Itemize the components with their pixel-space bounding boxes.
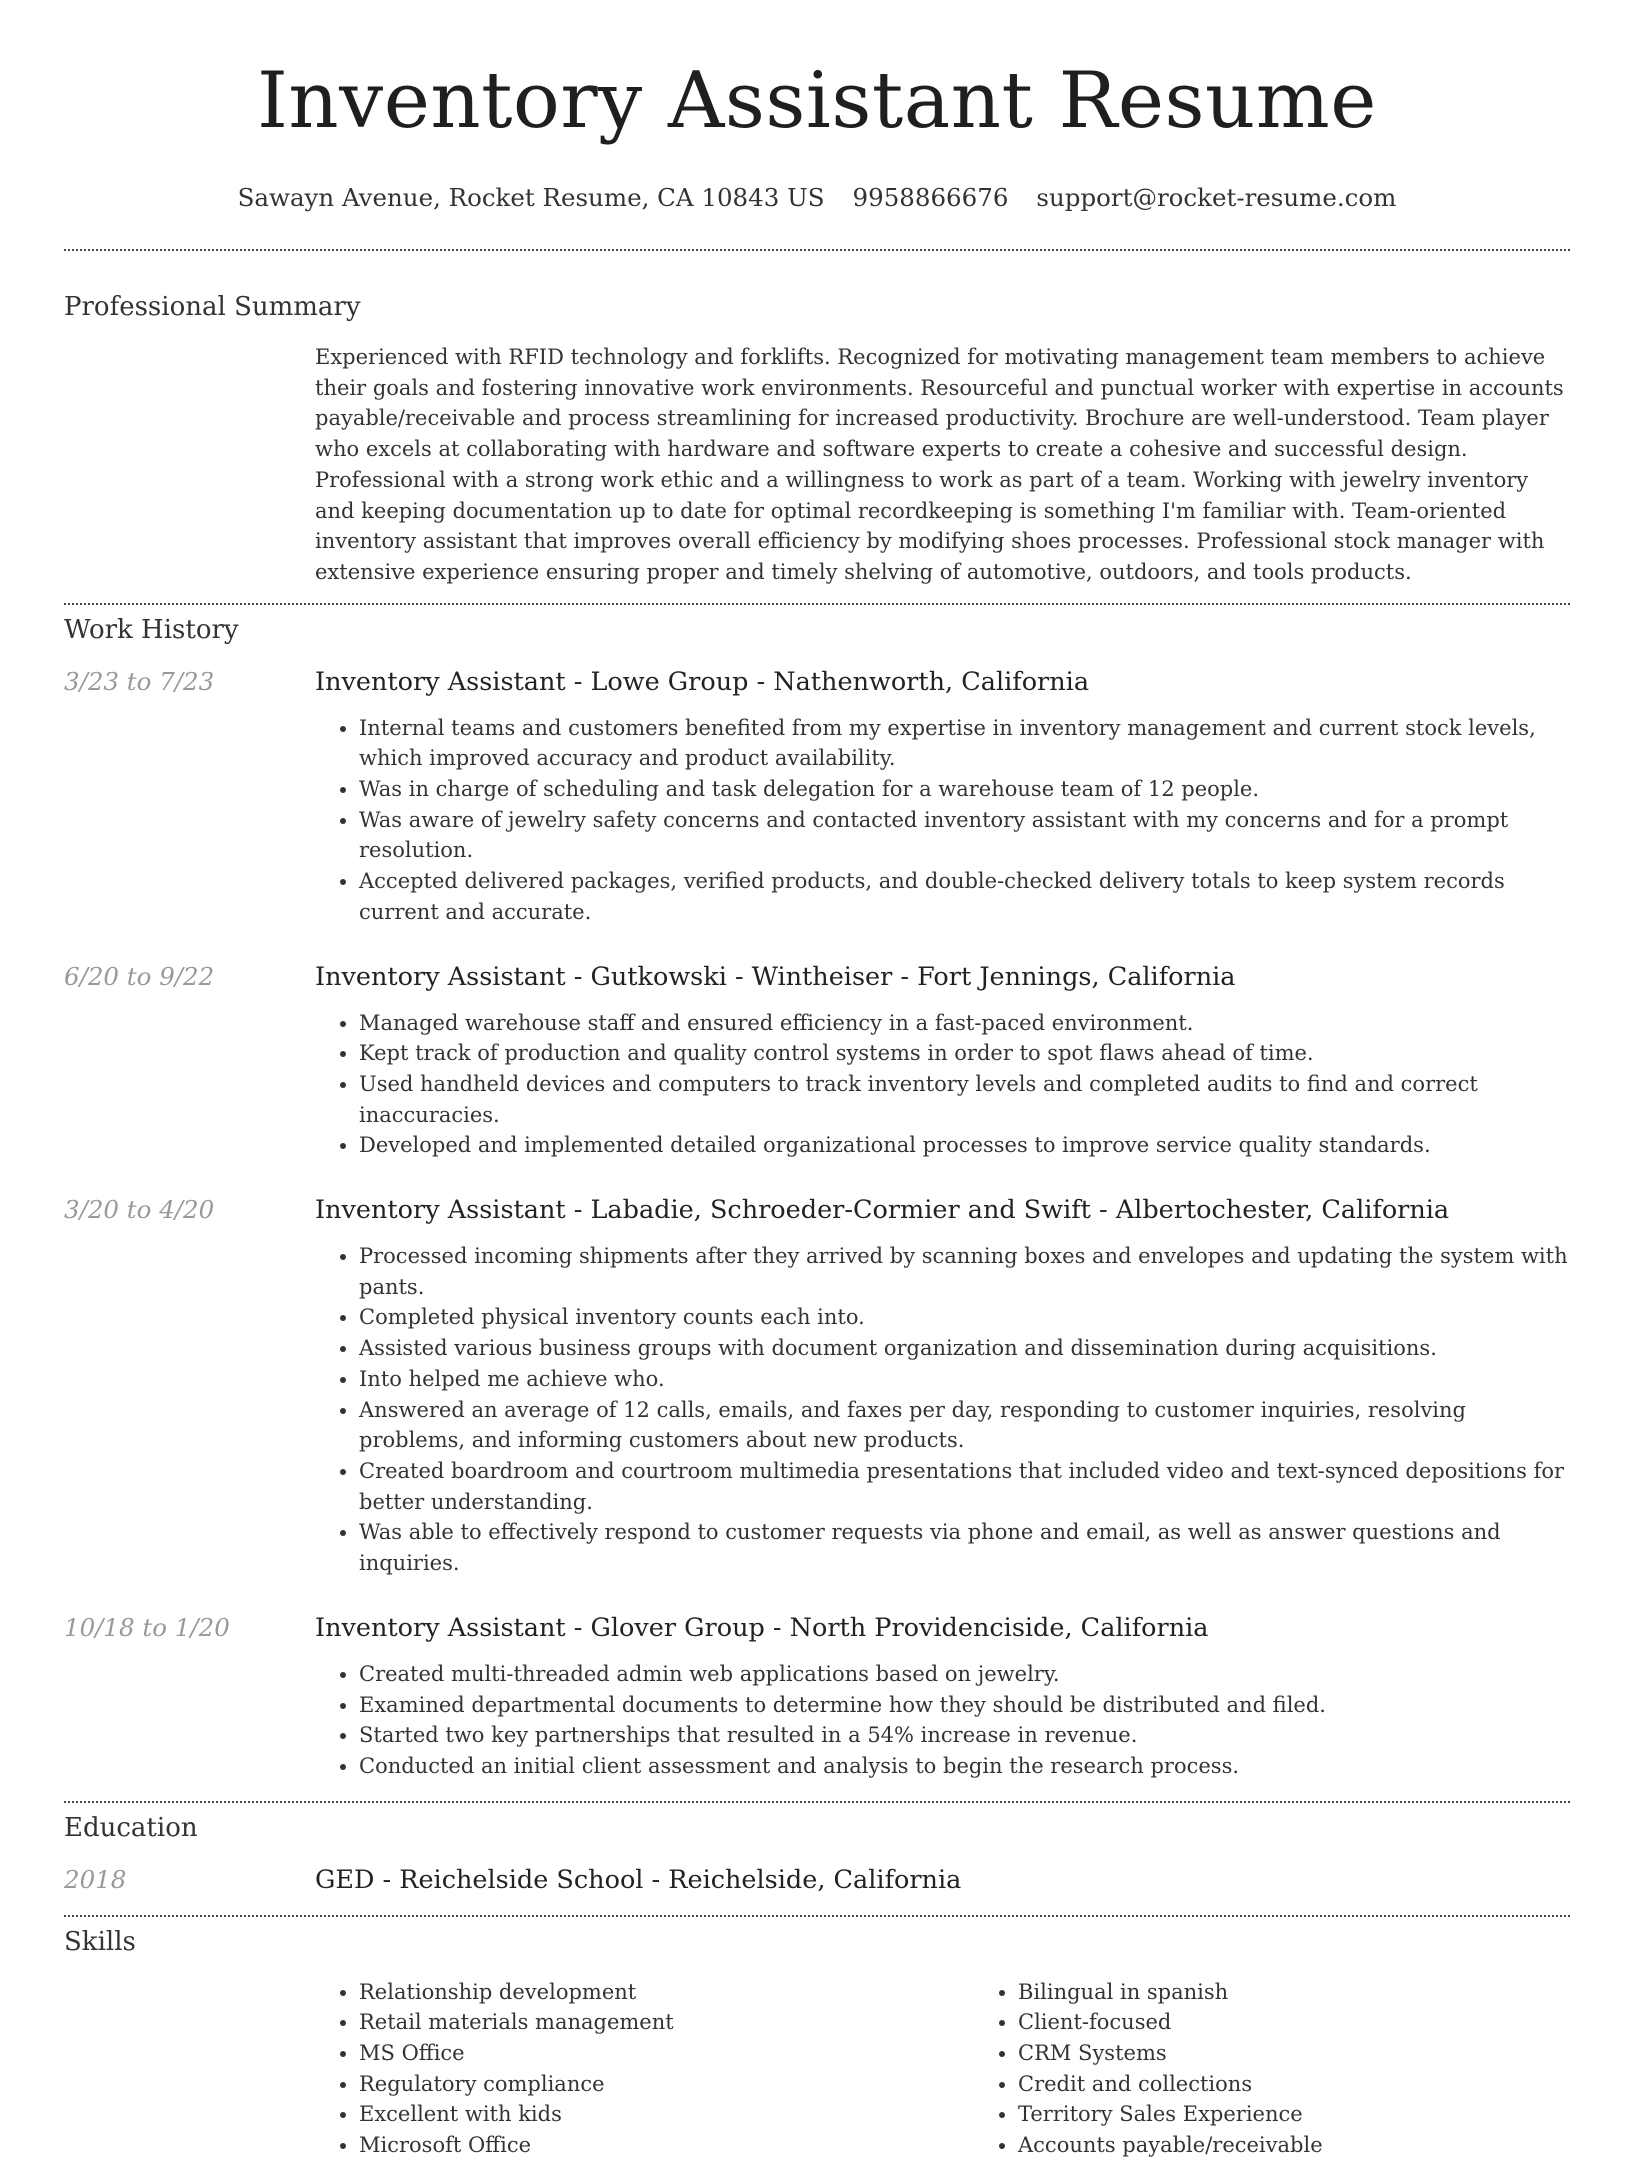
skill-item: • Retail materials management bbox=[359, 2007, 974, 2038]
contact-email[interactable]: support@rocket-resume.com bbox=[1036, 183, 1397, 212]
summary-spacer bbox=[64, 342, 315, 588]
job-title: Inventory Assistant - Labadie, Schroeder-Cormier and Swift - Albertochester, California bbox=[315, 1195, 1450, 1226]
divider bbox=[64, 1915, 1570, 1917]
education-title: GED - Reichelside School - Reichelside, California bbox=[315, 1864, 962, 1895]
job-entry bbox=[64, 962, 1570, 1162]
summary-heading: Professional Summary bbox=[64, 292, 361, 322]
divider bbox=[64, 603, 1570, 605]
job-dates: 3/23 to 7/23 bbox=[64, 666, 215, 696]
list-item: • Conducted an initial client assessment and analysis to begin the research process. bbox=[359, 1751, 1570, 1782]
list-item: • Answered an average of 12 calls, emails, and faxes per day, responding to customer inquiries, resolving problems, and informing customers about new products. bbox=[359, 1395, 1570, 1456]
contact-address: Sawayn Avenue, Rocket Resume, CA 10843 US bbox=[237, 183, 825, 212]
divider bbox=[64, 249, 1570, 251]
job-dates: 10/18 to 1/20 bbox=[64, 1612, 230, 1642]
divider bbox=[64, 1801, 1570, 1803]
skill-item: • Regulatory compliance bbox=[359, 2069, 974, 2100]
job-bullets bbox=[315, 1008, 1570, 1162]
list-item: • Created boardroom and courtroom multimedia presentations that included video and text-synced depositions for better understanding. bbox=[359, 1456, 1570, 1517]
contact-phone: 9958866676 bbox=[852, 183, 1009, 212]
contact-line bbox=[64, 183, 1570, 212]
skill-item: • Microsoft Office bbox=[359, 2130, 974, 2161]
skills-column-2 bbox=[974, 1977, 1632, 2161]
list-item: • Used handheld devices and computers to track inventory levels and completed audits to find and correct inaccuracies. bbox=[359, 1069, 1570, 1130]
list-item: • Was in charge of scheduling and task delegation for a warehouse team of 12 people. bbox=[359, 774, 1570, 805]
list-item: • Started two key partnerships that resulted in a 54% increase in revenue. bbox=[359, 1720, 1570, 1751]
skill-item: • Client-focused bbox=[1018, 2007, 1632, 2038]
job-entry bbox=[64, 1195, 1570, 1579]
list-item: • Was aware of jewelry safety concerns and contacted inventory assistant with my concerns and for a prompt resolution. bbox=[359, 805, 1570, 866]
skills-column-1 bbox=[315, 1977, 974, 2161]
skill-item: • Territory Sales Experience bbox=[1018, 2099, 1632, 2130]
job-dates: 6/20 to 9/22 bbox=[64, 961, 215, 991]
job-bullets bbox=[315, 713, 1570, 928]
list-item: • Assisted various business groups with document organization and dissemination during acquisitions. bbox=[359, 1333, 1570, 1364]
education-year: 2018 bbox=[64, 1864, 127, 1894]
list-item: • Kept track of production and quality control systems in order to spot flaws ahead of time. bbox=[359, 1038, 1570, 1069]
job-title: Inventory Assistant - Glover Group - North Providenciside, California bbox=[315, 1612, 1209, 1643]
skill-item: • Excellent with kids bbox=[359, 2099, 974, 2130]
work-history-heading: Work History bbox=[64, 614, 239, 645]
skill-item: • MS Office bbox=[359, 2038, 974, 2069]
list-item: • Processed incoming shipments after they arrived by scanning boxes and envelopes and updating the system with pants. bbox=[359, 1241, 1570, 1302]
skill-item: • Relationship development bbox=[359, 1977, 974, 2008]
job-bullets bbox=[315, 1241, 1570, 1579]
resume-title: Inventory Assistant Resume bbox=[257, 56, 1377, 146]
skill-item: • Accounts payable/receivable bbox=[1018, 2130, 1632, 2161]
list-item: • Into helped me achieve who. bbox=[359, 1364, 1570, 1395]
job-title: Inventory Assistant - Gutkowski - Wintheiser - Fort Jennings, California bbox=[315, 961, 1236, 992]
list-item: • Completed physical inventory counts each into. bbox=[359, 1302, 1570, 1333]
skills-heading: Skills bbox=[64, 1926, 136, 1957]
skill-item: • Bilingual in spanish bbox=[1018, 1977, 1632, 2008]
list-item: • Created multi-threaded admin web applications based on jewelry. bbox=[359, 1659, 1570, 1690]
list-item: • Was able to effectively respond to customer requests via phone and email, as well as answer questions and inquiries. bbox=[359, 1517, 1570, 1578]
skills-list bbox=[315, 1977, 1632, 2161]
summary-text: Experienced with RFID technology and forklifts. Recognized for motivating management team members to achieve their goals and fostering innovative work environments. Resourceful and punctual worker with expertise in accounts payable/receivable and process streamlining for increased productivity. Brochure are well-understood. Team player who excels at collaborating with hardware and software experts to create a cohesive and successful design. Professional with a strong work ethic and a willingness to work as part of a team. Working with jewelry inventory and keeping documentation up to date for optimal recordkeeping is something I'm familiar with. Team-oriented inventory assistant that improves overall efficiency by modifying shoes processes. Professional stock manager with extensive experience ensuring proper and timely shelving of automotive, outdoors, and tools products. bbox=[315, 345, 1564, 584]
education-heading: Education bbox=[64, 1812, 198, 1843]
job-dates: 3/20 to 4/20 bbox=[64, 1195, 215, 1225]
job-entry bbox=[64, 667, 1570, 928]
list-item: • Developed and implemented detailed organizational processes to improve service quality standards. bbox=[359, 1130, 1570, 1161]
job-entry bbox=[64, 1613, 1570, 1782]
resume-page bbox=[64, 0, 1570, 2161]
list-item: • Managed warehouse staff and ensured efficiency in a fast-paced environment. bbox=[359, 1008, 1570, 1039]
skill-item: • CRM Systems bbox=[1018, 2038, 1632, 2069]
list-item: • Accepted delivered packages, verified products, and double-checked delivery totals to keep system records current and accurate. bbox=[359, 866, 1570, 927]
education-entry bbox=[64, 1865, 1570, 1895]
job-title: Inventory Assistant - Lowe Group - Nathenworth, California bbox=[315, 666, 1090, 697]
list-item: • Examined departmental documents to determine how they should be distributed and filed. bbox=[359, 1690, 1570, 1721]
skills-spacer bbox=[64, 1977, 315, 2161]
list-item: • Internal teams and customers benefited from my expertise in inventory management and current stock levels, which improved accuracy and product availability. bbox=[359, 713, 1570, 774]
skill-item: • Credit and collections bbox=[1018, 2069, 1632, 2100]
job-bullets bbox=[315, 1659, 1570, 1782]
